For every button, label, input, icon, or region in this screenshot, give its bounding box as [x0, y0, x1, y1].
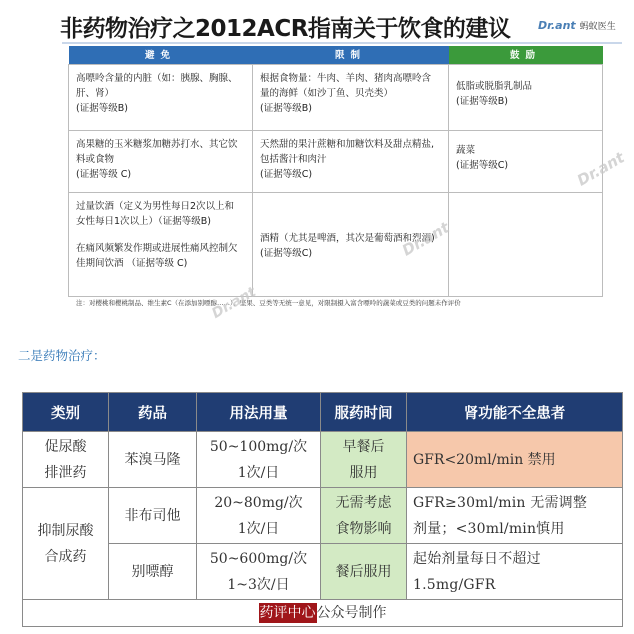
- section-subtitle: 二是药物治疗：: [18, 348, 106, 363]
- watermark-logo: Dr.ant: [209, 284, 259, 322]
- cell-text: 食物影响: [335, 520, 392, 537]
- cell-text: 1次/日: [237, 464, 280, 481]
- cell-text: 高果糖的玉米糖浆加糖苏打水、其它饮: [76, 139, 238, 150]
- drug-cell: 非布司他: [109, 488, 197, 544]
- renal-cell: [407, 488, 623, 544]
- avoid-cell: [69, 131, 253, 193]
- encourage-cell: [449, 193, 603, 297]
- table-row: [23, 544, 623, 600]
- cell-text: (证据等级 C): [76, 169, 132, 180]
- brand-logo: [538, 12, 626, 38]
- renal-cell: GFR<20ml/min 禁用: [407, 432, 623, 488]
- cell-text: (证据等级B): [456, 96, 508, 107]
- cell-text: (证据等级C): [456, 160, 509, 171]
- header-drug: 药品: [109, 393, 197, 432]
- table-footer-row: [23, 600, 623, 627]
- cell-text: 起始剂量每日不超过: [413, 550, 541, 567]
- cell-text: 料或食物: [76, 154, 115, 165]
- cell-text: 合成药: [44, 548, 87, 565]
- category-cell: [23, 488, 109, 600]
- cell-text: (证据等级C): [260, 247, 313, 259]
- cell-text: 高嘌呤含量的内脏（如：胰腺、胸腺、: [76, 73, 238, 84]
- cell-text: GFR≥30ml/min 无需调整: [413, 494, 588, 511]
- cell-text: 50~100mg/次: [209, 438, 308, 455]
- cell-text: 酒精（尤其是啤酒，其次是葡萄酒和烈酒): [260, 232, 435, 244]
- title-divider: [62, 42, 622, 44]
- header-avoid: 避免: [69, 46, 253, 65]
- header-renal: 肾功能不全患者: [407, 393, 623, 432]
- cell-text: 包括酱汁和肉汁: [260, 154, 327, 165]
- footer-text: 公众号制作: [316, 605, 387, 621]
- cell-text: 低脂或脱脂乳制品: [456, 81, 533, 92]
- cell-text: 女性每日1次以上）（证据等级B): [76, 216, 212, 227]
- limit-cell: [253, 65, 449, 131]
- cell-text: 50~600mg/次: [209, 550, 308, 567]
- cell-text: 1~3次/日: [227, 576, 290, 593]
- diet-row: [69, 193, 603, 297]
- table-row: [23, 432, 623, 488]
- header-dosage: 用法用量: [197, 393, 321, 432]
- cell-text: 无需考虑: [335, 494, 392, 511]
- cell-text: 量的海鲜（如沙丁鱼、贝壳类）: [260, 88, 394, 99]
- category-cell: [23, 432, 109, 488]
- diet-table: [68, 46, 603, 297]
- cell-text: (证据等级B): [76, 103, 128, 114]
- logo-text: 蚂蚁医生: [579, 21, 616, 32]
- cell-text: 肝、肾）: [76, 88, 115, 99]
- diet-header-row: [69, 46, 603, 65]
- table-footer: [23, 600, 623, 627]
- diet-row: [69, 131, 603, 193]
- dosage-cell: [197, 432, 321, 488]
- page-title: 非药物治疗之2012ACR指南关于饮食的建议: [60, 16, 511, 42]
- cell-text: 剂量；<30ml/min慎用: [413, 520, 565, 537]
- cell-text: 过量饮酒（定义为男性每日2次以上和: [76, 201, 235, 212]
- drug-table: [22, 392, 623, 627]
- watermark-logo: Dr.ant: [573, 148, 628, 190]
- timing-cell: [321, 432, 407, 488]
- header-timing: 服药时间: [321, 393, 407, 432]
- timing-cell: [321, 488, 407, 544]
- timing-cell: [321, 544, 407, 600]
- cell-text: 天然甜的果汁蔗糖和加糖饮料及甜点精盐,: [260, 139, 435, 150]
- cell-text: 佳期间饮酒 （证据等级 C): [76, 258, 188, 269]
- cell-text: 抑制尿酸: [37, 522, 94, 539]
- watermark-logo: Dr.ant: [398, 218, 453, 260]
- cell-text: 1次/日: [237, 520, 280, 537]
- cell-text: 排泄药: [44, 464, 87, 481]
- footer-highlight: 药评中心: [259, 605, 316, 621]
- diet-row: [69, 65, 603, 131]
- cell-text: 蔬菜: [456, 145, 476, 156]
- drug-header-row: [23, 393, 623, 432]
- avoid-cell: [69, 65, 253, 131]
- dosage-cell: [197, 488, 321, 544]
- cell-text: (证据等级B): [260, 103, 312, 114]
- header-encourage: 鼓励: [449, 46, 603, 65]
- cell-text: 服用: [349, 464, 378, 481]
- drug-cell: 别嘌醇: [109, 544, 197, 600]
- cell-text: 20~80mg/次: [214, 494, 303, 511]
- cell-text: (证据等级C): [260, 169, 313, 180]
- cell-text: 促尿酸: [44, 438, 87, 455]
- logo-badge: Dr.ant: [538, 18, 576, 32]
- table-row: [23, 488, 623, 544]
- encourage-cell: [449, 65, 603, 131]
- cell-text: 在痛风频繁发作期或进展性痛风控制欠: [76, 243, 238, 254]
- limit-cell: [253, 131, 449, 193]
- dosage-cell: [197, 544, 321, 600]
- cell-text: 早餐后: [342, 438, 385, 455]
- avoid-cell: [69, 193, 253, 297]
- cell-text: 根据食物量：牛肉、羊肉、猪肉高嘌呤含: [260, 73, 432, 84]
- renal-cell: [407, 544, 623, 600]
- header-category: 类别: [23, 393, 109, 432]
- drug-cell: 苯溴马隆: [109, 432, 197, 488]
- header-limit: 限制: [253, 46, 449, 65]
- cell-text: 餐后服用: [335, 563, 392, 580]
- cell-text: 1.5mg/GFR: [413, 576, 496, 593]
- table-footnote: 注：对樱桃和樱桃制品、维生素C（在添加别嘌醇……）、坚果、豆类等无统一意见，对限制摄入富含嘌呤的蔬菜或豆类的问题未作评价: [76, 299, 461, 307]
